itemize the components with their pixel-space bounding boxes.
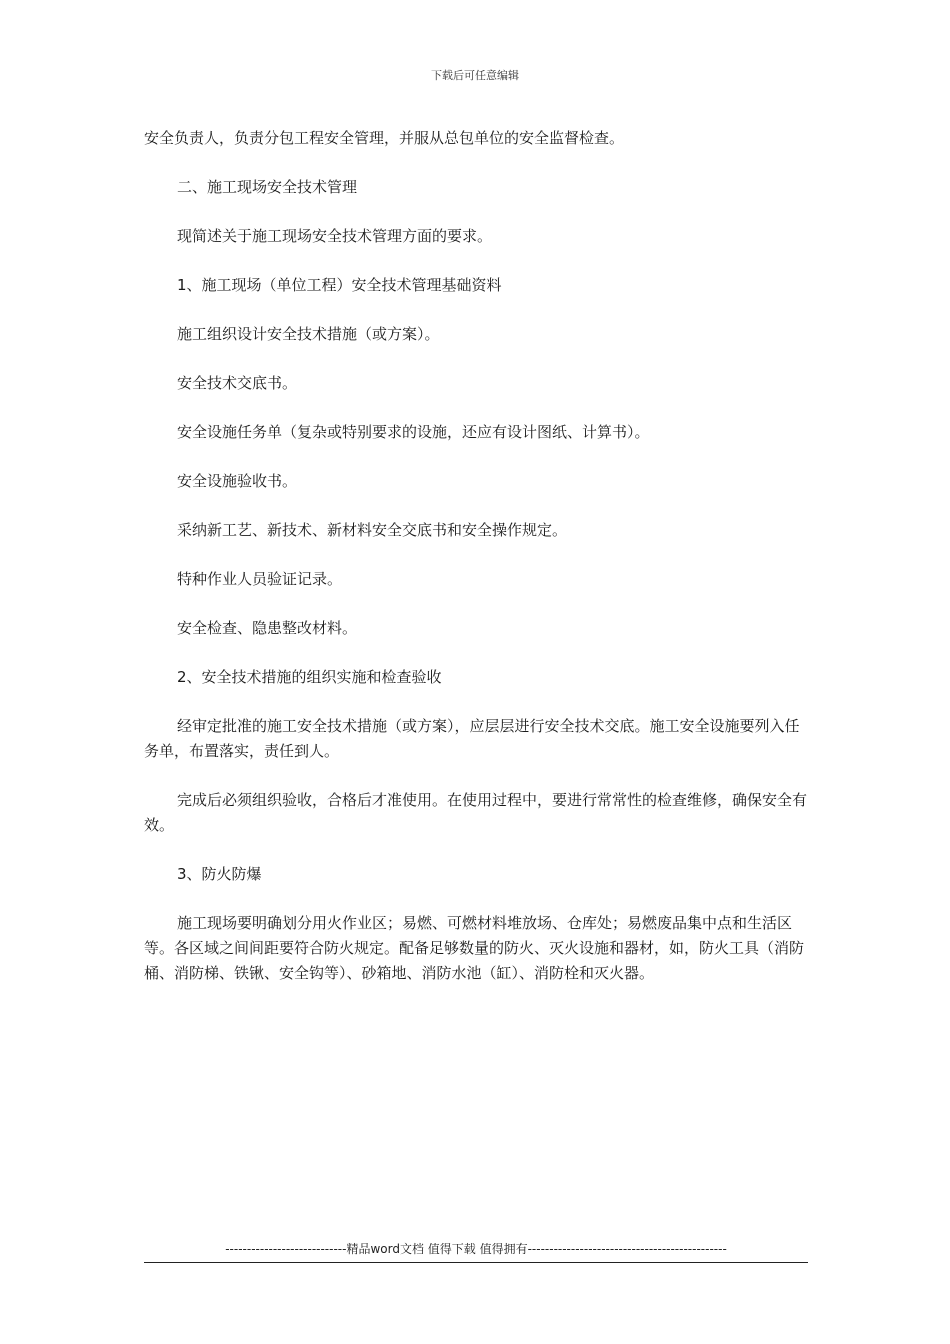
paragraph-1: 安全负责人，负责分包工程安全管理，并服从总包单位的安全监督检查。 <box>144 129 625 147</box>
footer-divider <box>144 1262 808 1263</box>
section-heading-2: 二、施工现场安全技术管理 <box>177 178 358 196</box>
paragraph-body: 经审定批准的施工安全技术措施（或方案），应层层进行安全技术交底。施工安全设施要列入任务单，布置落实，责任到人。 <box>144 717 800 760</box>
list-item: 安全检查、隐患整改材料。 <box>177 619 358 637</box>
paragraph-body: 施工现场要明确划分用火作业区；易燃、可燃材料堆放场、仓库处；易燃废品集中点和生活区等。各区域之间间距要符合防火规定。配备足够数量的防火、灭火设施和器材，如，防火工具（消防桶、消防梯、铁锹、安全钩等）、砂箱地、消防水池（缸）、消防栓和灭火器。 <box>144 914 805 982</box>
subsection-heading-3: 3、防火防爆 <box>177 865 262 883</box>
header-note: 下载后可任意编辑 <box>431 69 519 82</box>
list-item: 特种作业人员验证记录。 <box>177 570 343 588</box>
list-item: 采纳新工艺、新技术、新材料安全交底书和安全操作规定。 <box>177 521 568 539</box>
list-item: 安全设施验收书。 <box>177 472 298 490</box>
list-item: 安全设施任务单（复杂或特别要求的设施，还应有设计图纸、计算书）。 <box>177 423 650 441</box>
paragraph-body: 完成后必须组织验收，合格后才准使用。在使用过程中，要进行常常性的检查维修，确保安全有效。 <box>144 791 808 834</box>
list-item: 施工组织设计安全技术措施（或方案）。 <box>177 325 440 343</box>
document-body <box>144 126 808 1010</box>
subsection-heading-2: 2、安全技术措施的组织实施和检查验收 <box>177 668 442 686</box>
list-item: 安全技术交底书。 <box>177 374 298 392</box>
subsection-heading-1: 1、施工现场（单位工程）安全技术管理基础资料 <box>177 276 502 294</box>
footer-text: ----------------------------精品word文档 值得下载 值得拥有---------------------------------------------- <box>225 1242 727 1256</box>
paragraph-3: 现简述关于施工现场安全技术管理方面的要求。 <box>177 227 493 245</box>
